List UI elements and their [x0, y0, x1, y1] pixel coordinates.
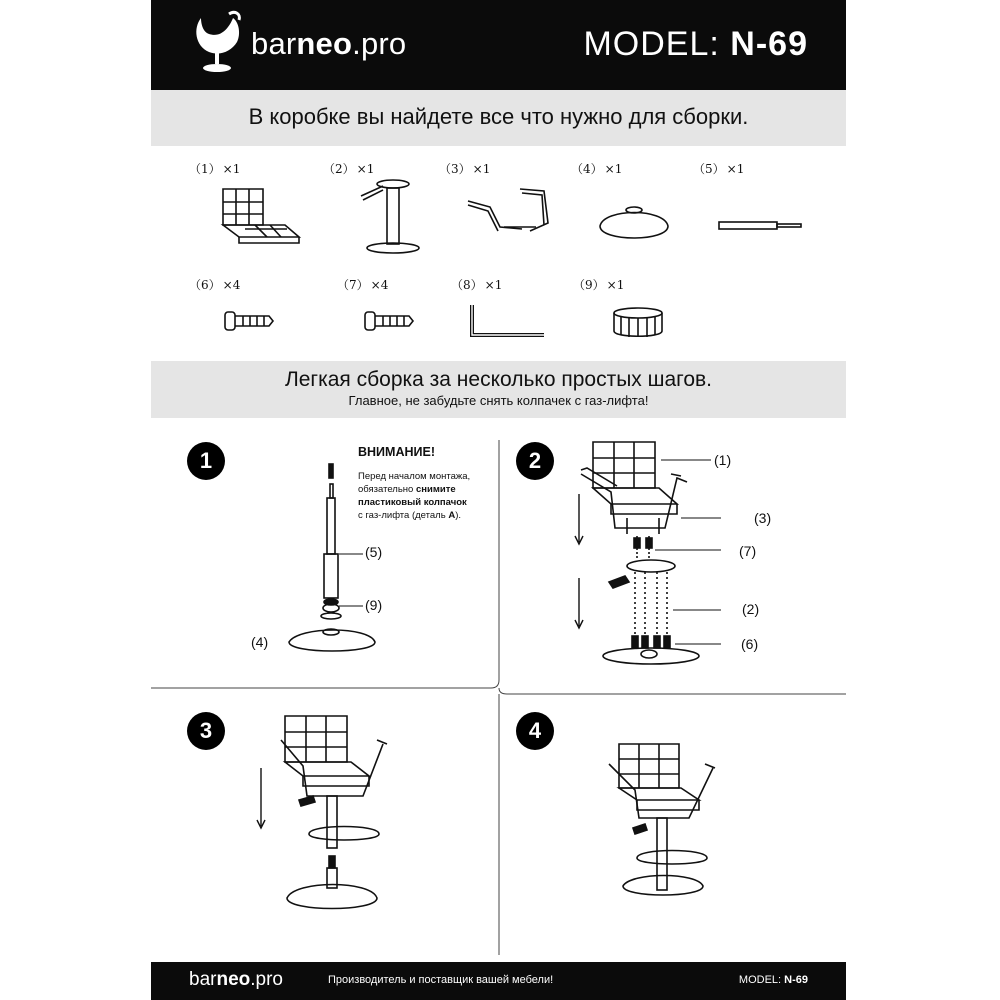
- callout-2: (2): [742, 601, 760, 617]
- warning-note: [358, 446, 508, 522]
- seat-icon: [215, 185, 305, 247]
- assembly-band: [151, 361, 846, 418]
- cap-ring-icon: [611, 306, 665, 340]
- brand-name: barneo.pro: [251, 26, 407, 61]
- part-label: （1） ×1: [189, 162, 241, 176]
- callout-6: (6): [741, 636, 759, 652]
- base-disc-icon: [594, 200, 674, 246]
- part-label: （6） ×4: [189, 278, 241, 292]
- step-4-badge: 4: [516, 712, 554, 750]
- assembly-subheading: Главное, не забудьте снять колпачек с газ-лифта!: [348, 393, 649, 408]
- gas-lift-icon: [717, 218, 807, 234]
- warning-title: ВНИМАНИЕ!: [358, 445, 435, 459]
- box-contents-heading: В коробке вы найдете все что нужно для сборки.: [248, 104, 749, 129]
- callout-3: (3): [754, 510, 772, 526]
- part-label: （2） ×1: [323, 162, 375, 176]
- manual-page: [151, 0, 846, 1000]
- footer-brand: barneo.pro: [189, 969, 283, 990]
- part-label: （9） ×1: [573, 278, 625, 292]
- warning-line: с газ-лифта (деталь А).: [358, 510, 461, 521]
- footer-tagline: Производитель и поставщик вашей мебели!: [328, 974, 554, 986]
- callout-9: (9): [365, 597, 383, 613]
- bolt-icon: [363, 310, 417, 332]
- chair-logo-icon: [189, 8, 249, 78]
- base-column-icon: [351, 178, 431, 254]
- box-contents-band: [151, 90, 846, 146]
- step-1-leaders: [335, 548, 365, 618]
- model-title: MODEL: N-69: [583, 25, 808, 63]
- warning-line: Перед началом монтажа,: [358, 471, 471, 482]
- part-label: （5） ×1: [693, 162, 745, 176]
- warning-line: пластиковый колпачок: [358, 497, 467, 508]
- callout-1: (1): [714, 452, 732, 468]
- armrest-frame-icon: [464, 183, 564, 243]
- part-label: （8） ×1: [451, 278, 503, 292]
- part-label: （3） ×1: [439, 162, 491, 176]
- part-label: （7） ×4: [337, 278, 389, 292]
- warning-line: обязательно снимите: [358, 484, 456, 495]
- header-bar: [151, 0, 846, 90]
- assembly-heading: Легкая сборка за несколько простых шагов.: [284, 368, 713, 391]
- callout-5: (5): [365, 544, 383, 560]
- step-4-drawing: [601, 738, 731, 908]
- callout-4: (4): [251, 634, 269, 650]
- step-1-badge: 1: [187, 442, 225, 480]
- footer-model: MODEL: N-69: [738, 974, 808, 986]
- callout-7: (7): [739, 543, 757, 559]
- step-3-badge: 3: [187, 712, 225, 750]
- bolt-icon: [223, 310, 277, 332]
- part-label: （4） ×1: [571, 162, 623, 176]
- step-2-badge: 2: [516, 442, 554, 480]
- footer-bar: [151, 962, 846, 1000]
- step-3-drawing: [251, 710, 401, 930]
- step-2-drawing: [571, 438, 721, 668]
- hex-key-icon: [469, 302, 549, 342]
